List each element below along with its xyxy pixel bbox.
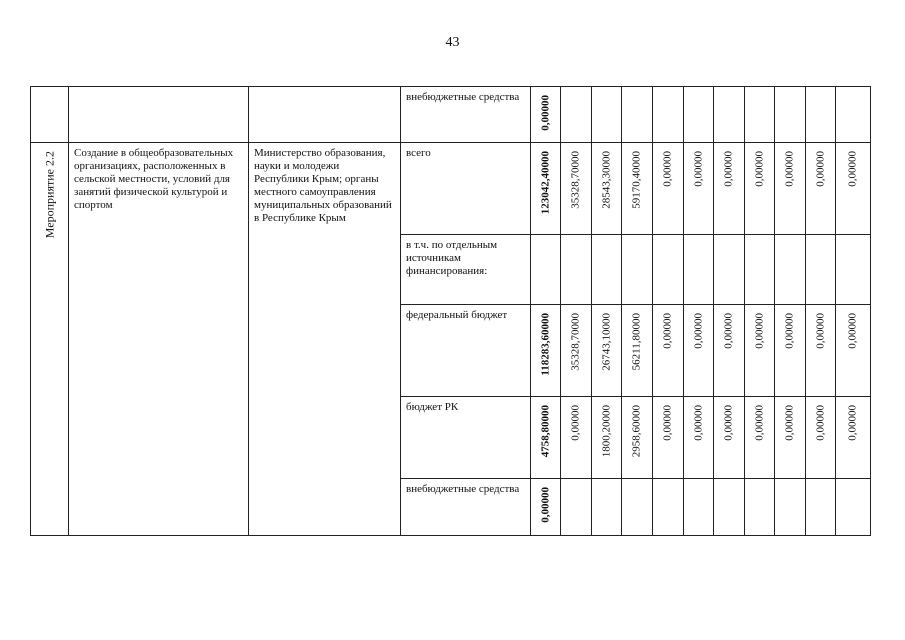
year-value-cell: [745, 479, 775, 536]
value-text: 118283,60000: [539, 313, 551, 376]
funding-source-label: внебюджетные средства: [406, 483, 520, 495]
year-value-cell: [684, 305, 714, 397]
total-value-cell: [531, 479, 561, 536]
value-text: 4758,80000: [539, 405, 551, 458]
year-value-cell: [592, 305, 622, 397]
value-text: 0,00000: [722, 405, 735, 441]
year-value-cell: [684, 397, 714, 479]
year-value-cell: [592, 397, 622, 479]
value-text: 0,00000: [814, 405, 826, 441]
total-value-cell: [531, 305, 561, 397]
table-row: [31, 87, 871, 143]
year-value-cell: [714, 87, 745, 143]
year-value-cell: [836, 235, 871, 305]
year-value-cell: [684, 143, 714, 235]
executor-cell: [249, 143, 401, 536]
year-value-cell: [806, 305, 836, 397]
value-text: 0,00000: [753, 313, 765, 349]
year-value-cell: [836, 479, 871, 536]
value-text: 0,00000: [692, 151, 704, 187]
year-value-cell: [622, 305, 653, 397]
year-value-cell: [806, 235, 836, 305]
year-value-cell: [714, 143, 745, 235]
total-value-cell: [531, 143, 561, 235]
value-text: 26743,10000: [600, 313, 612, 371]
year-value-cell: [622, 397, 653, 479]
value-text: 0,00000: [846, 313, 859, 349]
year-value-cell: [775, 305, 806, 397]
year-value-cell: [836, 143, 871, 235]
year-value-cell: [653, 235, 684, 305]
year-value-cell: [592, 235, 622, 305]
executor-cell: [249, 87, 401, 143]
year-value-cell: [622, 143, 653, 235]
value-text: 0,00000: [692, 405, 704, 441]
funding-source-label: федеральный бюджет: [406, 309, 508, 321]
year-value-cell: [592, 479, 622, 536]
page-number: 43: [445, 35, 460, 50]
activity-label: Мероприятие 2.2: [42, 151, 56, 239]
total-value-cell: [531, 397, 561, 479]
activity-description: Создание в общеобразовательных организациях, расположенных в сельской местности, условий для занятий физической культурой и спортом: [74, 147, 234, 211]
budget-table: [30, 86, 871, 536]
value-text: 0,00000: [846, 151, 859, 187]
year-value-cell: [653, 479, 684, 536]
value-text: 0,00000: [661, 405, 674, 441]
value-text: 0,00000: [569, 405, 582, 441]
description-cell: [69, 87, 249, 143]
total-value-cell: [531, 87, 561, 143]
year-value-cell: [622, 479, 653, 536]
year-value-cell: [622, 235, 653, 305]
year-value-cell: [561, 143, 592, 235]
value-text: 1800,20000: [600, 405, 612, 458]
year-value-cell: [806, 87, 836, 143]
year-value-cell: [745, 397, 775, 479]
year-value-cell: [684, 479, 714, 536]
funding-source-label: всего: [406, 147, 431, 159]
description-cell: [69, 143, 249, 536]
year-value-cell: [714, 479, 745, 536]
year-value-cell: [653, 397, 684, 479]
table-row: [31, 143, 871, 235]
year-value-cell: [745, 235, 775, 305]
year-value-cell: [806, 143, 836, 235]
year-value-cell: [561, 479, 592, 536]
year-value-cell: [684, 87, 714, 143]
year-value-cell: [806, 397, 836, 479]
value-text: 2958,60000: [630, 405, 643, 458]
year-value-cell: [561, 87, 592, 143]
year-value-cell: [714, 305, 745, 397]
year-value-cell: [592, 87, 622, 143]
year-value-cell: [653, 87, 684, 143]
activity-label-cell: [31, 87, 69, 143]
year-value-cell: [836, 397, 871, 479]
year-value-cell: [561, 305, 592, 397]
value-text: 0,00000: [814, 151, 826, 187]
funding-source-cell: [401, 87, 531, 143]
year-value-cell: [622, 87, 653, 143]
value-text: 0,00000: [783, 313, 796, 349]
value-text: 0,00000: [814, 313, 826, 349]
activity-label-cell: [31, 143, 69, 536]
funding-source-cell: [401, 143, 531, 235]
year-value-cell: [775, 87, 806, 143]
funding-source-cell: [401, 479, 531, 536]
year-value-cell: [745, 143, 775, 235]
value-text: 0,00000: [539, 487, 551, 523]
year-value-cell: [684, 235, 714, 305]
year-value-cell: [775, 235, 806, 305]
value-text: 35328,70000: [569, 151, 582, 209]
value-text: 0,00000: [846, 405, 859, 441]
value-text: 0,00000: [692, 313, 704, 349]
value-text: 0,00000: [661, 313, 674, 349]
value-text: 35328,70000: [569, 313, 582, 371]
year-value-cell: [653, 305, 684, 397]
funding-source-label: в т.ч. по отдельным источникам финансирования:: [406, 239, 498, 277]
year-value-cell: [592, 143, 622, 235]
funding-source-cell: [401, 397, 531, 479]
year-value-cell: [745, 305, 775, 397]
activity-executor: Министерство образования, науки и молодежи Республики Крым; органы местного самоуправления муниципальных образований в Республике Крым: [254, 147, 392, 224]
value-text: 0,00000: [661, 151, 674, 187]
value-text: 0,00000: [753, 151, 765, 187]
funding-source-label: бюджет РК: [406, 401, 459, 413]
year-value-cell: [653, 143, 684, 235]
value-text: 123042,40000: [539, 151, 551, 215]
value-text: 0,00000: [539, 95, 551, 131]
year-value-cell: [714, 235, 745, 305]
year-value-cell: [806, 479, 836, 536]
value-text: 0,00000: [722, 313, 735, 349]
funding-source-label: внебюджетные средства: [406, 91, 520, 103]
total-value-cell: [531, 235, 561, 305]
value-text: 59170,40000: [630, 151, 643, 209]
year-value-cell: [836, 87, 871, 143]
value-text: 0,00000: [722, 151, 735, 187]
year-value-cell: [714, 397, 745, 479]
year-value-cell: [561, 397, 592, 479]
value-text: 0,00000: [753, 405, 765, 441]
funding-source-cell: [401, 305, 531, 397]
value-text: 28543,30000: [600, 151, 612, 209]
value-text: 0,00000: [783, 405, 796, 441]
year-value-cell: [836, 305, 871, 397]
year-value-cell: [561, 235, 592, 305]
value-text: 56211,80000: [630, 313, 643, 371]
year-value-cell: [775, 479, 806, 536]
year-value-cell: [745, 87, 775, 143]
year-value-cell: [775, 143, 806, 235]
value-text: 0,00000: [783, 151, 796, 187]
funding-source-cell: [401, 235, 531, 305]
year-value-cell: [775, 397, 806, 479]
